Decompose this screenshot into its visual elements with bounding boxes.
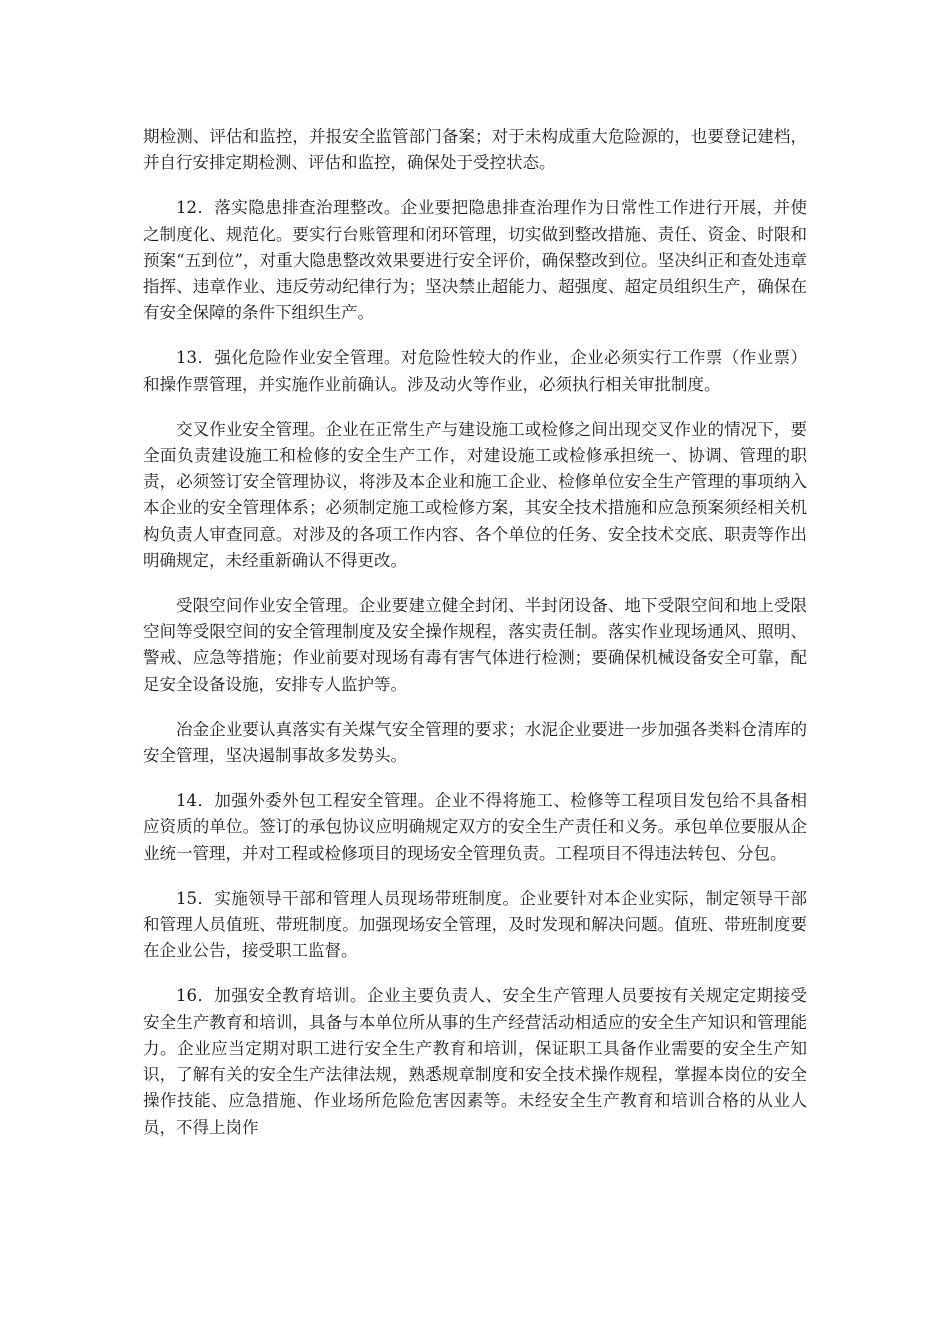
paragraph-metallurgy-cement: 冶金企业要认真落实有关煤气安全管理的要求；水泥企业要进一步加强各类料仓清库的安全管理，坚决遏制事故多发势头。: [143, 719, 807, 766]
paragraph-item-16: 16．加强安全教育培训。企业主要负责人、安全生产管理人员要按有关规定定期接受安全生产教育和培训，具备与本单位所从事的生产经营活动相适应的安全生产知识和管理能力。企业应当定期对职工进行安全生产教育和培训，保证职工具备作业需要的安全生产知识，了解有关的安全生产法律法规，熟悉规章制度和安全技术操作规程，掌握本岗位的安全操作技能、应急措施、作业场所危险危害因素等。未经安全生产教育和培训合格的从业人员，不得上岗作: [143, 986, 807, 1137]
paragraph-cross-operation: 交叉作业安全管理。企业在正常生产与建设施工或检修之间出现交叉作业的情况下，要全面负责建设施工和检修的安全生产工作，对建设施工或检修承担统一、协调、管理的职责，必须签订安全管理协议，将涉及本企业和施工企业、检修单位安全生产管理的事项纳入本企业的安全管理体系；必须制定施工或检修方案，其安全技术措施和应急预案须经相关机构负责人审查同意。对涉及的各项工作内容、各个单位的任务、安全技术交底、职责等作出明确规定，未经重新确认不得更改。: [143, 419, 807, 570]
paragraph-continuation: 期检测、评估和监控，并报安全监管部门备案；对于未构成重大危险源的，也要登记建档，并自行安排定期检测、评估和监控，确保处于受控状态。: [143, 127, 807, 173]
paragraph-item-15: 15．实施领导干部和管理人员现场带班制度。企业要针对本企业实际，制定领导干部和管理人员值班、带班制度。加强现场安全管理，及时发现和解决问题。值班、带班制度要在企业公告，接受职工监督。: [143, 888, 807, 961]
paragraph-item-13: 13．强化危险作业安全管理。对危险性较大的作业，企业必须实行工作票（作业票）和操作票管理，并实施作业前确认。涉及动火等作业，必须执行相关审批制度。: [143, 348, 807, 394]
paragraph-item-12: 12．落实隐患排查治理整改。企业要把隐患排查治理作为日常性工作进行开展，并使之制度化、规范化。要实行台账管理和闭环管理，切实做到整改措施、责任、资金、时限和预案“五到位”，对重大隐患整改效果要进行安全评价，确保整改到位。坚决纠正和查处违章指挥、违章作业、违反劳动纪律行为；坚决禁止超能力、超强度、超定员组织生产，确保在有安全保障的条件下组织生产。: [143, 198, 807, 323]
paragraph-item-14: 14．加强外委外包工程安全管理。企业不得将施工、检修等工程项目发包给不具备相应资质的单位。签订的承包协议应明确规定双方的安全生产责任和义务。承包单位要服从企业统一管理，并对工程或检修项目的现场安全管理负责。工程项目不得违法转包、分包。: [143, 791, 807, 863]
paragraph-confined-space: 受限空间作业安全管理。企业要建立健全封闭、半封闭设备、地下受限空间和地上受限空间等受限空间的安全管理制度及安全操作规程，落实责任制。落实作业现场通风、照明、警戒、应急等措施；作业前要对现场有毒有害气体进行检测；要确保机械设备安全可靠，配足安全设备设施，安排专人监护等。: [143, 596, 807, 694]
document-page: [143, 124, 807, 1160]
